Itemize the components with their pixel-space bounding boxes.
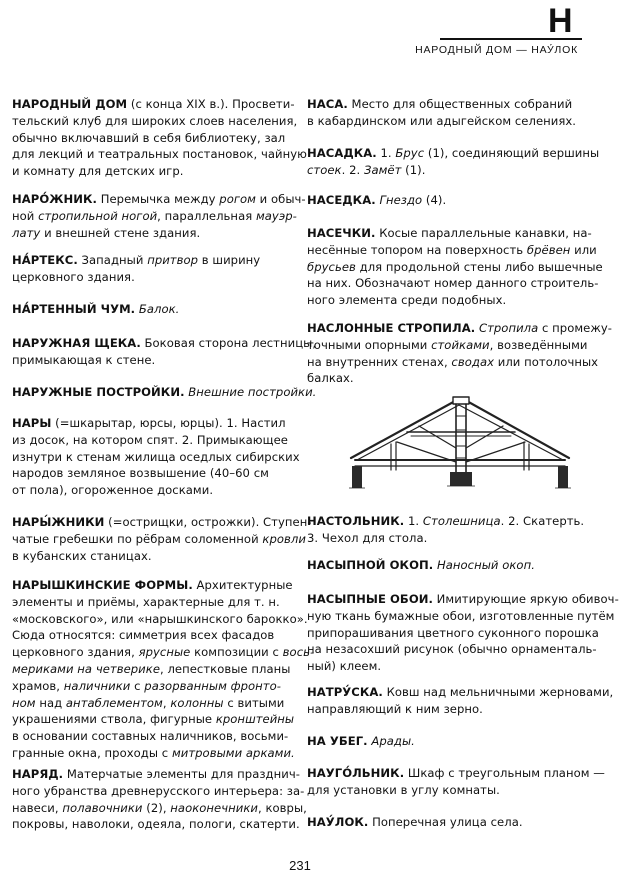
cross-reference: наоконечники [170, 800, 258, 815]
entry-headword: НАРЯД. [12, 767, 64, 781]
entry-text: Перемычка между [96, 192, 220, 206]
entry-line [12, 191, 306, 208]
entry-line [12, 783, 305, 800]
entry-text: с [130, 678, 145, 693]
entry-line [12, 449, 300, 466]
entry-text: Поперечная улица села. [368, 815, 523, 829]
entry-line [307, 259, 603, 276]
entry-headword: НАСЕЧКИ. [307, 226, 376, 240]
entry-line [307, 782, 585, 799]
cross-reference: лату [12, 225, 41, 240]
dictionary-entry [307, 192, 585, 209]
entry-line [307, 320, 612, 337]
entry-headword: НА́РТЕКС. [12, 253, 78, 267]
entry-text: Западный [77, 253, 148, 267]
cross-reference: рогом [219, 192, 256, 206]
entry-line [12, 711, 294, 728]
entry-text: 3. Чехол для стола. [307, 530, 428, 545]
dictionary-entry [12, 577, 315, 762]
cross-reference: вось- [282, 645, 315, 660]
entry-line [307, 145, 600, 162]
entry-text: гранные окна, проходы с [12, 745, 172, 760]
running-title: НАРОДНЫЙ ДОМ — НАУ́ЛОК [415, 44, 578, 56]
entry-line [12, 269, 294, 286]
cross-reference: стропильной ногой [38, 208, 158, 223]
entry-headword: НАСАДКА. [307, 146, 377, 160]
entry-line [12, 644, 315, 661]
entry-line [12, 514, 312, 531]
entry-line [12, 627, 294, 644]
entry-line [12, 335, 317, 352]
dictionary-entry [12, 191, 306, 241]
entry-text: Архитектурные [192, 578, 293, 592]
entry-line [307, 765, 605, 782]
entry-headword: НАСТОЛЬНИК. [307, 514, 405, 528]
entry-line [307, 814, 585, 831]
cross-reference: брёвен [526, 242, 571, 257]
entry-text: (1). [401, 162, 426, 177]
entry-text: на незасохший рисунок (обычно орнаменталь- [307, 642, 597, 657]
entry-line [12, 415, 294, 432]
entry-line [12, 432, 294, 449]
entry-headword: НАУ́ЛОК. [307, 815, 369, 829]
dictionary-entry [12, 301, 294, 318]
cross-reference: мауэр- [255, 208, 297, 223]
entry-text: 1. [404, 514, 423, 528]
entry-line [307, 701, 585, 718]
entry-headword: НАРУЖНЫЕ ПОСТРОЙКИ. [12, 385, 185, 399]
entry-line [12, 146, 307, 163]
entry-text: в ширину [198, 253, 261, 267]
cross-reference: ном [12, 695, 36, 710]
cross-reference: полавочники [62, 800, 143, 815]
entry-headword: НАРУЖНАЯ ЩЕКА. [12, 336, 141, 350]
entry-text: изнутри к стенам жилища оседлых сибирских [12, 449, 300, 464]
entry-text: украшениями ствола, фигурные [12, 712, 216, 727]
entry-text: с промежу- [538, 321, 612, 335]
entry-headword: НАРЫШКИНСКИЕ ФОРМЫ. [12, 578, 193, 592]
entry-text: ного убранства древнерусского интерьера: за- [12, 783, 305, 798]
dictionary-entry [307, 145, 600, 179]
entry-line [307, 530, 585, 547]
entry-text: для продольной стены либо вышечные [355, 259, 603, 274]
entry-line [12, 113, 298, 130]
entry-text: над [35, 695, 66, 710]
entry-text: (1), соединяющий вершины [424, 146, 600, 160]
entry-text: с витыми [223, 695, 285, 710]
entry-line [307, 513, 585, 530]
entry-text: тельский клуб для широких слоев населения, [12, 113, 298, 128]
entry-text: 1. [376, 146, 396, 160]
cross-reference: Стропила [478, 321, 539, 335]
entry-text: (=шкарытар, юрсы, юрцы). 1. Настил [51, 416, 286, 430]
dictionary-entry [12, 335, 317, 369]
entry-line [307, 275, 599, 292]
dictionary-entry [12, 415, 300, 499]
entry-text: навеси, [12, 800, 63, 815]
entry-text: или [570, 242, 597, 257]
entry-line [12, 766, 300, 783]
entry-line [12, 745, 294, 762]
cross-reference: стоек [307, 162, 342, 177]
entry-line [12, 548, 294, 565]
entry-line [12, 728, 294, 745]
cross-reference: кронштейны [215, 712, 295, 727]
entry-line [307, 658, 585, 675]
dictionary-entry [12, 96, 307, 180]
entry-text: припорашивания цветного суконного порошка [307, 625, 599, 640]
entry-line [307, 370, 585, 387]
cross-reference: Арады. [371, 734, 415, 748]
cross-reference: ярусные [138, 645, 191, 660]
section-letter: Н [548, 2, 574, 40]
entry-text: для лекций и театральных постановок, чайную [12, 147, 307, 162]
entry-text: для установки в углу комнаты. [307, 782, 500, 797]
entry-line [12, 465, 294, 482]
entry-headword: НАРЫ [12, 416, 52, 430]
entry-line [307, 591, 619, 608]
entry-text: и комнату для детских игр. [12, 164, 184, 179]
entry-text: (4). [422, 193, 447, 207]
entry-text: Место для общественных собраний [347, 97, 573, 111]
entry-text: (с конца XIX в.). Просвети- [127, 97, 295, 111]
dictionary-entry [307, 765, 605, 799]
entry-text: ной [12, 208, 39, 223]
entry-text: ный) клеем. [307, 659, 382, 674]
header-rule [440, 38, 582, 40]
cross-reference: колонны [170, 695, 224, 710]
entry-line [12, 577, 294, 594]
entry-text: композиции с [190, 645, 283, 660]
entry-line [12, 678, 294, 695]
entry-text: на них. Обозначают номер данного строитель- [307, 276, 599, 291]
cross-reference: стойками [431, 337, 490, 352]
entry-line [307, 608, 615, 625]
entry-line [307, 113, 585, 130]
entry-text: ного элемента среди подобных. [307, 293, 507, 308]
entry-headword: НАСЕДКА. [307, 193, 376, 207]
dictionary-entry [12, 514, 312, 564]
entry-text: (2), [142, 800, 171, 815]
cross-reference: притвор [147, 253, 199, 267]
entry-line [12, 661, 294, 678]
dictionary-entry [307, 684, 614, 718]
entry-text: ную ткань бумажные обои, изготовленные путём [307, 608, 615, 623]
entry-headword: НА́РТЕННЫЙ ЧУМ. [12, 302, 136, 316]
entry-text: Матерчатые элементы для празднич- [63, 767, 300, 781]
entry-headword: НАУГО́ЛЬНИК. [307, 766, 405, 780]
entry-text: . 2. Скатерть. [500, 514, 585, 528]
entry-text: Сюда относятся: симметрия всех фасадов [12, 628, 275, 643]
entry-line [12, 208, 297, 225]
cross-reference: брусьев [307, 259, 356, 274]
entry-line [307, 96, 585, 113]
entry-line [12, 96, 294, 113]
entry-text: (=острищки, острожки). Ступен- [104, 515, 312, 529]
entry-line [12, 301, 294, 318]
cross-reference: митровыми арками. [171, 745, 295, 760]
entry-text: несённые топором на поверхность [307, 242, 527, 257]
entry-line [12, 163, 294, 180]
entry-line [307, 192, 585, 209]
dictionary-entry [12, 766, 307, 833]
entry-headword: НАСЫПНОЙ ОКОП. [307, 558, 434, 572]
entry-text: , возведёнными [489, 337, 588, 352]
entry-text: на внутренних стенах, [307, 354, 452, 369]
entry-line [307, 225, 592, 242]
entry-text: и внешней стене здания. [40, 225, 201, 240]
dictionary-entry [12, 252, 294, 286]
entry-line [12, 816, 300, 833]
cross-reference: Столешница [422, 514, 501, 528]
entry-text: в основании составных наличников, восьми- [12, 729, 289, 744]
entry-text: «московского», или «нарышкинского барокко». [12, 611, 308, 626]
entry-text: Имитирующие яркую обивоч- [432, 592, 619, 606]
entry-line [307, 641, 597, 658]
entry-text: , ковры, [258, 800, 307, 815]
dictionary-entry [307, 557, 585, 574]
entry-text: Косые параллельные канавки, на- [375, 226, 592, 240]
cross-reference: мериками на четверике [12, 661, 160, 676]
entry-line [307, 162, 585, 179]
entry-line [12, 384, 317, 401]
entry-line [12, 225, 294, 242]
dictionary-entry [307, 733, 585, 750]
entry-line [307, 684, 614, 701]
entry-text: или потолочных [494, 354, 599, 369]
entry-headword: НАТРУ́СКА. [307, 685, 383, 699]
entry-line [12, 252, 294, 269]
cross-reference: Замёт [363, 162, 402, 177]
dictionary-entry [12, 384, 317, 401]
cross-reference: Наносный окоп. [436, 558, 535, 572]
entry-line [12, 531, 306, 548]
cross-reference: антаблементом [65, 695, 163, 710]
entry-line [307, 337, 588, 354]
rafters-illustration [349, 396, 571, 496]
entry-line [12, 482, 294, 499]
entry-line [12, 611, 308, 628]
entry-line [12, 594, 294, 611]
entry-text: в кубанских станицах. [12, 548, 152, 563]
entry-text: обычно включавший в себя библиотеку, зал [12, 130, 286, 145]
dictionary-entry [307, 513, 585, 547]
entry-line [307, 557, 585, 574]
entry-line [307, 242, 597, 259]
entry-text: чатые гребешки по рёбрам соломенной [12, 531, 263, 546]
entry-text: направляющий к ним зерно. [307, 701, 483, 716]
entry-text: церковного здания. [12, 269, 135, 284]
entry-line [307, 733, 585, 750]
entry-text: храмов, [12, 678, 64, 693]
entry-text: , лепестковые планы [160, 661, 291, 676]
cross-reference: Гнездо [379, 193, 423, 207]
entry-text: элементы и приёмы, характерные для т. н. [12, 594, 280, 609]
entry-line [307, 354, 599, 371]
entry-headword: НА УБЕГ. [307, 734, 368, 748]
entry-headword: НАРОДНЫЙ ДОМ [12, 97, 128, 111]
entry-headword: НАСЫПНЫЕ ОБОИ. [307, 592, 433, 606]
entry-text: народов земляное возвышение (40–60 см [12, 466, 269, 481]
entry-text: , параллельная [157, 208, 256, 223]
cross-reference: кровли [262, 531, 306, 546]
entry-text: балках. [307, 371, 354, 386]
entry-text: , [162, 695, 171, 710]
entry-line [12, 800, 307, 817]
entry-line [307, 292, 585, 309]
entry-headword: НАРО́ЖНИК. [12, 192, 97, 206]
cross-reference: Брус [395, 146, 425, 160]
entry-line [12, 130, 294, 147]
dictionary-entry [307, 96, 585, 130]
cross-reference: сводах [451, 354, 495, 369]
entry-text: Боковая сторона лестницы, [140, 336, 317, 350]
entry-text: от пола), огороженное досками. [12, 483, 214, 498]
entry-text: примыкающая к стене. [12, 352, 156, 367]
entry-text: точными опорными [307, 337, 432, 352]
entry-text: церковного здания, [12, 645, 139, 660]
entry-text: из досок, на котором спят. 2. Примыкающее [12, 432, 288, 447]
entry-headword: НАСЛОННЫЕ СТРОПИЛА. [307, 321, 476, 335]
entry-text: и обыч- [255, 192, 306, 206]
dictionary-entry [307, 320, 612, 387]
entry-headword: НАРЫ́ЖНИКИ [12, 515, 105, 529]
dictionary-entry [307, 814, 585, 831]
entry-text: . 2. [341, 162, 364, 177]
entry-text: Ковш над мельничными жерновами, [382, 685, 614, 699]
dictionary-entry [307, 225, 603, 309]
entry-text: в кабардинском или адыгейском селениях. [307, 113, 577, 128]
cross-reference: Внешние постройки. [188, 385, 317, 399]
entry-headword: НАСА. [307, 97, 348, 111]
cross-reference: разорванным фронто- [144, 678, 281, 693]
entry-text: Шкаф с треугольным планом — [404, 766, 605, 780]
page-number: 231 [289, 858, 311, 873]
entry-line [12, 352, 294, 369]
page-header [0, 0, 600, 70]
dictionary-entry [307, 591, 619, 675]
cross-reference: наличники [63, 678, 131, 693]
entry-line [12, 695, 294, 712]
entry-line [307, 625, 599, 642]
cross-reference: Балок. [138, 302, 180, 316]
entry-text: покровы, наволоки, одеяла, пологи, скатерти. [12, 817, 300, 832]
